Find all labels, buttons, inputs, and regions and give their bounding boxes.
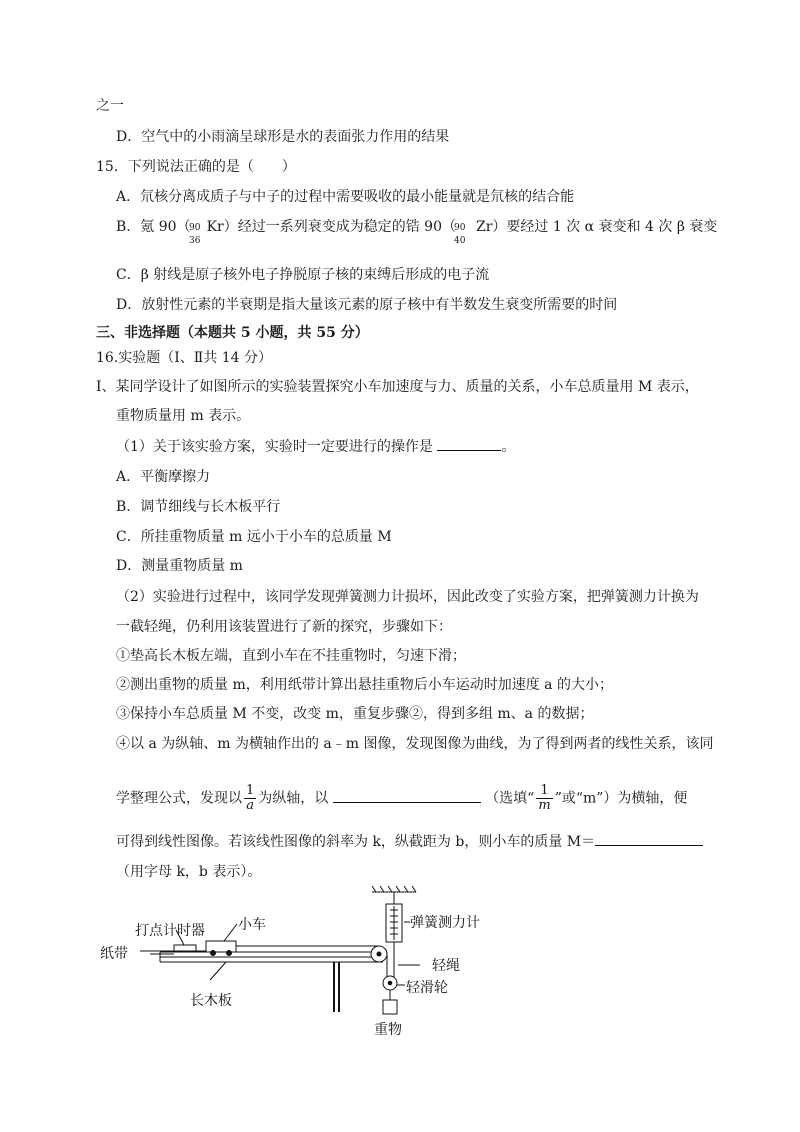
- section-three-heading: 三、非选择题（本题共 5 小题，共 55 分）: [96, 325, 369, 341]
- label-spring-scale: 弹簧测力计: [410, 915, 480, 931]
- q15-option-b-part3: Zr）要经过 1 次 α 衰变和 4 次 β 衰变: [475, 219, 718, 235]
- kr-mass-number: 90: [189, 223, 201, 233]
- cart: [206, 941, 236, 956]
- step-4-text-a: 学整理公式，发现以: [116, 790, 242, 807]
- step-4-text-c: （选填“: [485, 790, 535, 807]
- zr-atomic-number: 40: [454, 236, 466, 246]
- q15-stem: 15．下列说法正确的是（ ）: [96, 159, 296, 175]
- movable-pulley: [383, 976, 397, 990]
- q16-sub1-option-a: A．平衡摩擦力: [116, 469, 211, 485]
- q16-sub1-text: （1）关于该实验方案，实验时一定要进行的操作是: [116, 439, 433, 455]
- q16-sub2-stem-line2: 一截轻绳，仍利用该装置进行了新的探究，步骤如下：: [116, 619, 452, 635]
- step-1: ①垫高长木板左端，直到小车在不挂重物时，匀速下滑；: [116, 648, 466, 664]
- q15-option-d: D．放射性元素的半衰期是指大量该元素的原子核中有半数发生衰变所需要的时间: [116, 297, 618, 313]
- step-4-text-e: 可得到线性图像。若该线性图像的斜率为 k，纵截距为 b，则小车的质量 M＝: [116, 834, 596, 850]
- label-board: 长木板: [190, 993, 232, 1009]
- spring-scale: [386, 904, 402, 942]
- step-2: ②测出重物的质量 m，利用纸带计算出悬挂重物后小车运动时加速度 a 的大小；: [116, 677, 613, 693]
- step-4-line1: ④以 a 为纵轴、m 为横轴作出的 a﹣m 图像，发现图像为曲线，为了得到两者的线性关系，该同: [116, 736, 714, 752]
- label-cart: 小车: [238, 917, 266, 933]
- q16-sub2-stem-line1: （2）实验进行过程中，该同学发现弹簧测力计损坏，因此改变了实验方案，把弹簧测力计换为: [116, 589, 699, 605]
- q16-part1-intro-line2: 重物质量用 m 表示。: [116, 408, 251, 424]
- zr-mass-number: 90: [454, 223, 466, 233]
- step-4-text-d: ”或“m”）为横轴，便: [554, 790, 688, 807]
- q16-part1-intro-line1: Ⅰ、某同学设计了如图所示的实验装置探究小车加速度与力、质量的关系，小车总质量用 M 表示，: [96, 379, 699, 395]
- q16-sub1-option-d: D．测量重物质量 m: [116, 558, 243, 574]
- q16-sub1-option-c: C．所挂重物质量 m 远小于小车的总质量 M: [116, 529, 392, 545]
- weight-block: [383, 1000, 397, 1014]
- label-rope: 轻绳: [432, 958, 460, 974]
- fraction-denominator: a: [246, 798, 255, 813]
- q16-sub1-period: 。: [501, 439, 516, 455]
- step-4-line4: （用字母 k，b 表示）。: [116, 864, 262, 880]
- step-4-text-b: 为纵轴，以: [258, 790, 329, 807]
- label-weight: 重物: [374, 1022, 402, 1038]
- q16-sub1-option-b: B．调节细线与长木板平行: [116, 499, 281, 515]
- q15-option-c: C．β 射线是原子核外电子挣脱原子核的束缚后形成的电子流: [116, 267, 490, 283]
- q15-option-b-part1: B．氪 90（: [116, 219, 191, 235]
- ceiling-hatch: [372, 886, 416, 892]
- label-timer: 打点计时器: [135, 923, 205, 939]
- step-3: ③保持小车总质量 M 不变，改变 m，重复步骤②，得到多组 m、a 的数据；: [116, 706, 594, 722]
- q14-option-d: D．空气中的小雨滴呈球形是水的表面张力作用的结果: [116, 129, 450, 145]
- fixed-pulley: [371, 946, 387, 962]
- label-pulley: 轻滑轮: [406, 980, 448, 996]
- fraction-numerator: 1: [536, 784, 552, 799]
- q15-option-b-part2: Kr）经过一系列衰变成为稳定的锆 90（: [206, 219, 456, 235]
- fraction-numerator: 1: [246, 783, 255, 798]
- q16-heading: 16.实验题（Ⅰ、Ⅱ共 14 分）: [96, 350, 273, 366]
- kr-atomic-number: 36: [189, 236, 201, 246]
- q15-option-a: A．氘核分离成质子与中子的过程中需要吸收的最小能量就是氘核的结合能: [116, 189, 575, 205]
- label-tape: 纸带: [100, 946, 128, 962]
- prev-question-tail: 之一: [96, 98, 124, 114]
- fraction-denominator: m: [538, 798, 551, 813]
